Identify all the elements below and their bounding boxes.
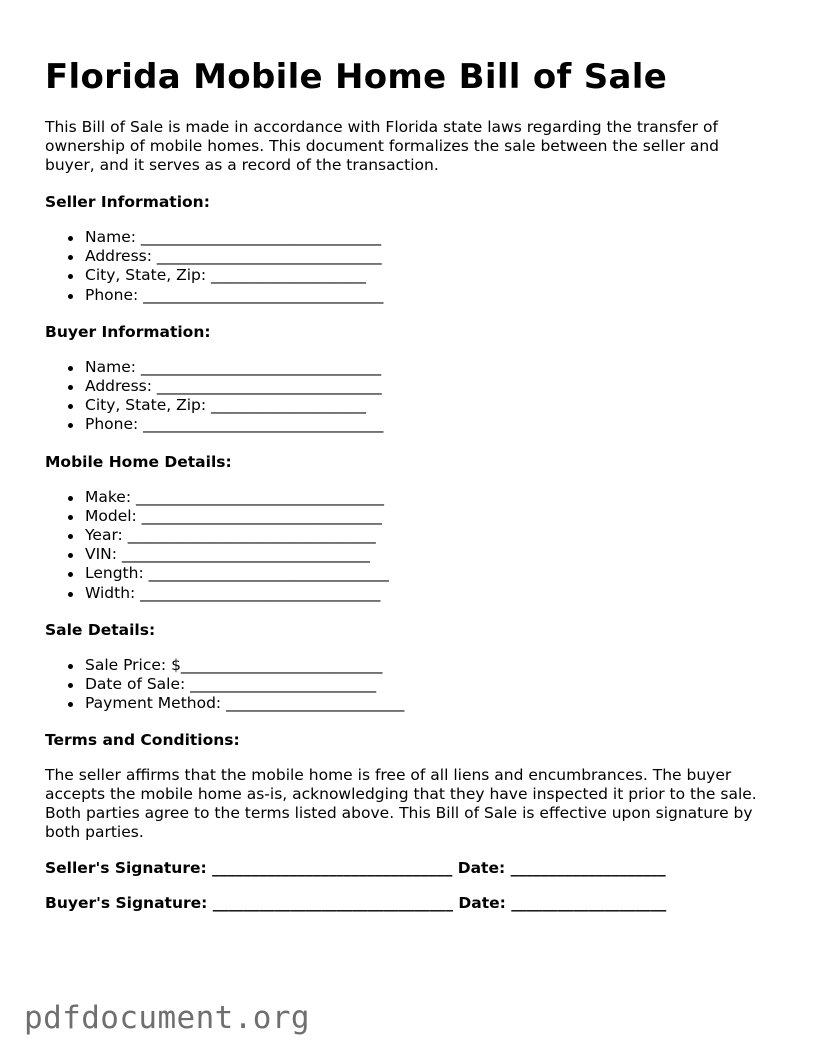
buyer-heading: Buyer Information:: [45, 322, 211, 341]
buyer-phone-field: Phone: _______________________________: [85, 415, 775, 434]
terms-heading: Terms and Conditions:: [45, 731, 240, 750]
length-field: Length: _______________________________: [85, 564, 775, 583]
make-field: Make: ________________________________: [85, 488, 775, 507]
mobile-home-heading: Mobile Home Details:: [45, 452, 232, 471]
seller-heading: Seller Information:: [45, 193, 210, 211]
document-page: [45, 56, 775, 913]
buyer-address-field: Address: _____________________________: [85, 377, 775, 396]
sale-fields: [45, 656, 775, 714]
seller-city-state-zip-field: City, State, Zip: ____________________: [85, 266, 775, 285]
mobile-home-fields: [45, 488, 775, 603]
seller-name-field: Name: _______________________________: [85, 228, 775, 247]
seller-fields: [45, 228, 775, 305]
date-of-sale-field: Date of Sale: ________________________: [85, 675, 775, 694]
terms-paragraph: The seller affirms that the mobile home is free of all liens and encumbrances. The buyer accepts the mobile home as-is, acknowledging that they have inspected it prior to the sale. Both parties agree to the terms listed above. This Bill of Sale is effective upon signature by both parties.: [45, 766, 757, 842]
intro-paragraph: This Bill of Sale is made in accordance with Florida state laws regarding the transfer of ownership of mobile homes. This document formalizes the sale between the seller and buyer, and it serves as a record of the transaction.: [45, 118, 720, 174]
payment-method-field: Payment Method: _______________________: [85, 694, 775, 713]
width-field: Width: _______________________________: [85, 584, 775, 603]
buyer-signature-line: Buyer's Signature: _______________________________ Date: ____________________: [45, 894, 667, 913]
model-field: Model: _______________________________: [85, 507, 775, 526]
seller-address-field: Address: _____________________________: [85, 247, 775, 266]
sale-price-field: Sale Price: $__________________________: [85, 656, 775, 675]
year-field: Year: ________________________________: [85, 526, 775, 545]
buyer-city-state-zip-field: City, State, Zip: ____________________: [85, 396, 775, 415]
document-title: Florida Mobile Home Bill of Sale: [45, 57, 668, 97]
watermark: pdfdocument.org: [24, 1000, 310, 1036]
vin-field: VIN: ________________________________: [85, 545, 775, 564]
seller-phone-field: Phone: _______________________________: [85, 286, 775, 305]
seller-signature-line: Seller's Signature: _______________________________ Date: ____________________: [45, 859, 666, 878]
buyer-fields: [45, 358, 775, 435]
buyer-name-field: Name: _______________________________: [85, 358, 775, 377]
sale-heading: Sale Details:: [45, 620, 156, 639]
